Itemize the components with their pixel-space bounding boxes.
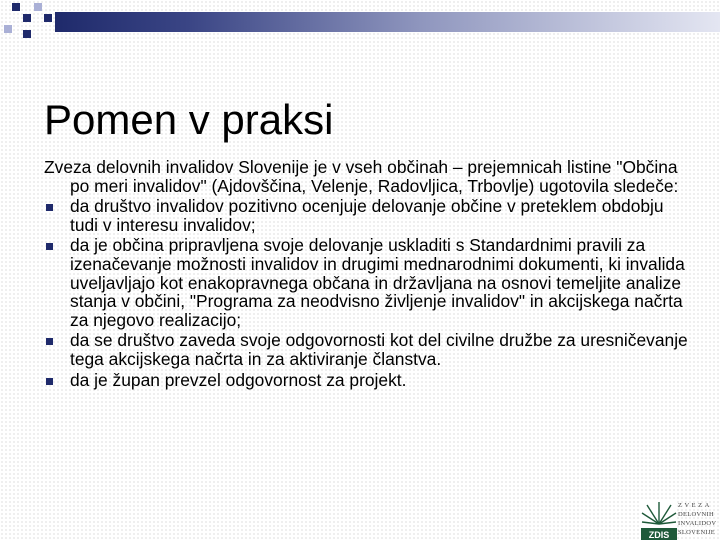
logo-mark-text: ZDIS — [648, 530, 670, 540]
square-bullet-icon — [46, 204, 53, 211]
list-item — [44, 236, 694, 329]
list-item-text: da je občina pripravljena svoje delovanje uskladiti s Standardnimi pravili za izenačevanje možnosti invalidov in drugimi mednarodnimi dokumenti, ki invalida uveljavljajo kot enakopravnega občana in državljana na osnovi temeljite analize stanja v občini, "Programa za neodvisno življenje invalidov" in akcijskega načrta za njegovo realizacijo; — [70, 235, 685, 330]
logo-line: SLOVENIJE — [678, 529, 716, 536]
list-item — [44, 371, 694, 390]
logo-text — [678, 501, 718, 537]
logo-line: INVALIDOV — [678, 520, 717, 527]
square-bullet-icon — [46, 378, 53, 385]
header-gradient-bar — [55, 12, 720, 32]
intro-paragraph: Zveza delovnih invalidov Slovenije je v vseh občinah – prejemnicah listine "Občina po meri invalidov" (Ajdovščina, Velenje, Radovljica, Trbovlje) ugotovila sledeče: — [44, 157, 679, 196]
list-item — [44, 331, 694, 368]
list-item-text: da društvo invalidov pozitivno ocenjuje delovanje občine v preteklem obdobju tudi v interesu invalidov; — [70, 196, 664, 235]
slide-title: Pomen v praksi — [44, 96, 334, 144]
zdis-logo-icon — [641, 500, 677, 540]
zdis-logo — [641, 500, 716, 540]
logo-line: ZVEZA — [678, 502, 712, 509]
list-item-text: da je župan prevzel odgovornost za projekt. — [70, 369, 407, 390]
list-item — [44, 197, 694, 234]
list-item-text: da se društvo zaveda svoje odgovornosti kot del civilne družbe za uresničevanje tega akcijskega načrta in za aktiviranje članstva. — [70, 330, 688, 369]
bullet-list — [44, 197, 694, 389]
logo-line: DELOVNIH — [678, 511, 714, 518]
square-bullet-icon — [46, 243, 53, 250]
slide-body — [44, 158, 694, 391]
square-bullet-icon — [46, 338, 53, 345]
